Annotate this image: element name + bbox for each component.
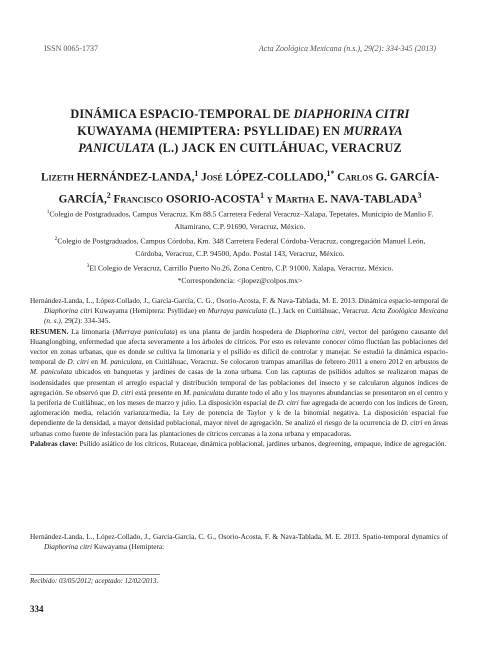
- corresponding-author: *Correspondencia: <jlopez@colpos.mx>: [177, 275, 303, 285]
- title-host: MURRAYA PANICULATA: [78, 124, 403, 155]
- citation-spanish: Hernández-Landa, L., López-Collado, J., García-García, C. G., Osorio-Acosta, F. & Nava-Tablada, M. E. 2013. Dinámica espacio-temporal de Diaphorina citri Kuwayama (Hemiptera: Psyllidae) en Murraya paniculata (L.) Jack en Cuitláhuac, Veracruz. Acta Zoológica Mexicana (n. s.), 29(2): 334-345.: [30, 296, 448, 326]
- affiliation-1: $^1$Colegio de Postgraduados, Campus Veracruz, Km 88.5 Carretera Federal Veracruz–Xalapa, Tepetates, Municipio de Manlio F. Altamirano, C.P. 91690, Veracruz, México.: [46, 209, 434, 231]
- paper-title: DINÁMICA ESPACIO-TEMPORAL DE DIAPHORINA CITRI KUWAYAMA (HEMIPTERA: PSYLLIDAE) EN MURRAYA PANICULATA (L.) JACK EN CUITLÁHUAC, VERACRUZ: [70, 107, 410, 155]
- abstract-english-start: [30, 532, 448, 552]
- resumen-paragraph: RESUMEN. La limonaria (Murraya paniculata) es una planta de jardín hospedera de Diaphorina citri, vector del patógeno causante del Huanglongbing, enfermedad que afecta severamente a los árboles de cítricos. Por esto es relevante conocer cómo fluctúan las poblaciones del vector en zonas urbanas, que es donde se cultiva la limonaria y el psílido es difícil de controlar y manejar. Se estudió la dinámica espacio-temporal de D. citri en M. paniculata, en Cuitláhuac, Veracruz. Se colocaron trampas amarillas de febrero 2011 a enero 2012 en arbustos de M. paniculata ubicados en banquetas y jardines de casas de la zona urbana. Con las capturas de psílidos adultos se realizaron mapas de isodensidades que presentan el arreglo espacial y distribución temporal de las poblaciones del insecto y se calcularon algunos índices de agregación. Se observó que D. citri está presente en M. paniculata durante todo el año y los mayores abundancias se presentaron en el centro y la periferia de Cuitláhuac, en los meses de marzo y julio. La disposición espacial de D. citri fue agregada de acuerdo con los índices de Green, aglomeración media, relación varianza/media, la Ley de potencia de Taylor y k de la binomial negativa. La disposición espacial fue dependiente de la densidad, a mayor densidad poblacional, mayor nivel de agregación. Se analizó el riesgo de la ocurrencia de D. citri en áreas urbanas como fuente de infestación para las plantaciones de cítricos cercanas a la zona urbana y empacadoras.: [30, 326, 448, 438]
- journal-citation: Acta Zoológica Mexicana (n.s.), 29(2): 334-345 (2013): [258, 44, 436, 53]
- abstract-block: [30, 296, 448, 449]
- page-number: 334: [30, 604, 44, 614]
- citation-english: Hernández-Landa, L., López-Collado, J., García-García, C. G., Osorio-Acosta, F. & Nava-Tablada, M. E. 2013. Spatio-temporal dynamics of Diaphorina citri Kuwayama (Hemiptera:: [30, 532, 448, 552]
- author-list: Lizeth HERNÁNDEZ-LANDA,$^1$ José LÓPEZ-COLLADO,$^{1*}$ Carlos G. GARCÍA-GARCÍA,$^2$ Francisco OSORIO-ACOSTA$^1$ y Martha E. NAVA-TABLADA$^3$: [40, 169, 440, 206]
- affiliation-3: $^3$El Colegio de Veracruz, Carrillo Puerto No.26, Zona Centro, C.P. 91000, Xalapa, Veracruz, México.: [86, 262, 394, 273]
- title-species: DIAPHORINA CITRI: [293, 107, 410, 121]
- received-accepted-dates: Recibido: 03/05/2012; aceptado: 12/02/2013.: [30, 577, 159, 585]
- keywords: Palabras clave: Psílido asiático de los cítricos, Rutaceae, dinámica poblacional, jardines urbanos, degreening, empaque, índice de agregación.: [30, 438, 447, 448]
- affiliation-2: $^2$Colegio de Postgraduados, Campus Córdoba, Km. 348 Carretera Federal Córdoba-Veracruz, congregación Manuel León, Córdoba, Veracruz, C.P. 94500, Apdo. Postal 143, Veracruz, México.: [54, 235, 426, 258]
- footnote-divider: [30, 574, 160, 575]
- affiliations: [40, 206, 440, 287]
- running-header: [44, 44, 436, 56]
- keywords-label: Palabras clave:: [30, 438, 78, 448]
- resumen-label: RESUMEN.: [30, 326, 69, 336]
- issn: ISSN 0065-1737: [44, 44, 99, 53]
